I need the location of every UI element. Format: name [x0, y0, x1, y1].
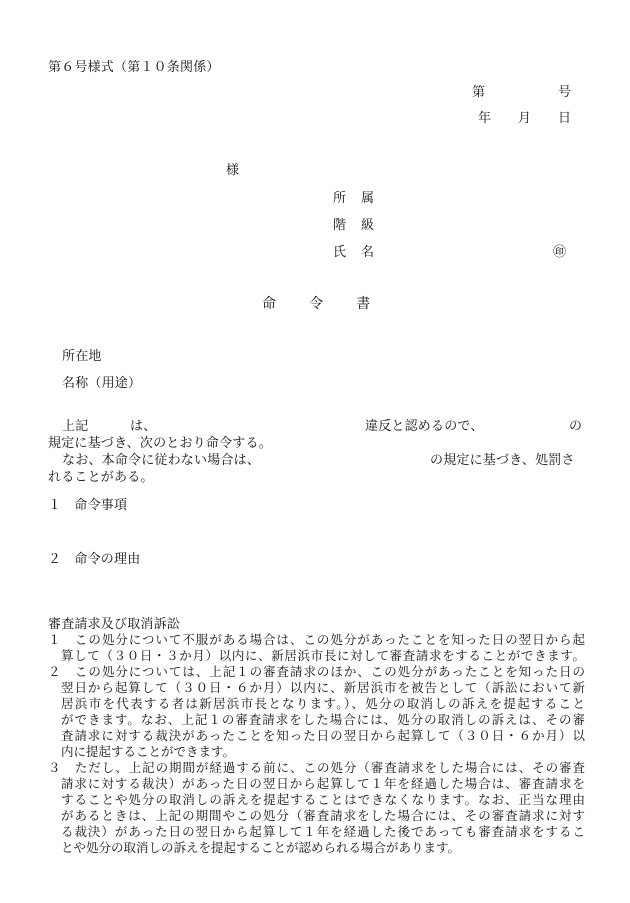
appeal-heading: 審査請求及び取消訴訟 — [48, 617, 181, 632]
appeal-item-2-line: 翌日から起算して（３０日・６か月）以内に、新居浜市を被告として（訴訟において新 — [61, 680, 585, 695]
appeal-item-2-line: ２ この処分については、上記１の審査請求のほか、この処分があったことを知った日の — [48, 664, 585, 679]
document-title: 命 令 書 — [262, 296, 372, 312]
body-line3-b: の規定に基づき、処罰さ — [430, 453, 575, 468]
appeal-item-3-line: とや処分の取消しの訴えを提起することが認められる場合があります。 — [61, 840, 461, 855]
appeal-item-3-line: る裁決）があった日の翌日から起算して１年を経過した後であっても審査請求をするこ — [61, 824, 585, 839]
appeal-item-3-line: ３ ただし、上記の期間が経過する前に、この処分（審査請求をした場合には、その審査 — [48, 760, 585, 775]
addressee-suffix: 様 — [226, 163, 240, 178]
issuer-rank-label: 階 級 — [333, 218, 376, 233]
appeal-item-2-line: 居浜市を代表する者は新居浜市長となります。）、処分の取消しの訴えを提起すること — [61, 696, 585, 711]
body-line4: れることがある。 — [48, 470, 154, 485]
section-reason-heading: ２ 命令の理由 — [48, 552, 141, 567]
body-line1-c: 違反と認めるので、 — [365, 419, 484, 434]
doc-number-suffix: 号 — [558, 85, 572, 100]
body-line1-a: 上記 — [62, 419, 89, 434]
body-line2: 規定に基づき、次のとおり命令する。 — [48, 436, 272, 451]
date-year: 年 — [478, 111, 492, 126]
appeal-item-2-line: ができます。なお、上記１の審査請求をした場合には、処分の取消しの訴えは、その審 — [61, 712, 585, 727]
appeal-item-3-line: 請求に対する裁決）があった日の翌日から起算して１年を経過した場合は、審査請求を — [61, 776, 585, 791]
date-day: 日 — [558, 111, 572, 126]
appeal-item-2-line: 査請求に対する裁決があったことを知った日の翌日から起算して（３０日・６か月）以 — [61, 728, 585, 743]
appeal-item-1-line: １ この処分について不服がある場合は、この処分があったことを知った日の翌日から起 — [48, 632, 585, 647]
section-order-heading: １ 命令事項 — [48, 498, 128, 513]
issuer-name-label: 氏 名 — [333, 245, 376, 260]
form-id: 第６号様式（第１０条関係） — [48, 60, 220, 75]
body-line1-d: の — [569, 419, 583, 434]
target-name-label: 名称（用途） — [62, 376, 142, 391]
body-line3-a: なお、本命令に従わない場合は、 — [62, 453, 261, 468]
doc-number-prefix: 第 — [472, 85, 486, 100]
appeal-item-2-line: 内に提起することができます。 — [61, 744, 236, 759]
date-month: 月 — [518, 111, 532, 126]
appeal-item-1-line: 算して（３０日・３か月）以内に、新居浜市長に対して審査請求をすることができます。 — [61, 648, 585, 663]
body-line1-b: は、 — [130, 419, 157, 434]
appeal-item-3-line: することや処分の取消しの訴えを提起することはできなくなります。なお、正当な理由 — [61, 792, 585, 807]
appeal-item-3-line: があるときは、上記の期間やこの処分（審査請求をした場合には、その審査請求に対す — [61, 808, 585, 823]
location-label: 所在地 — [62, 349, 102, 364]
seal-mark: ㊞ — [553, 245, 567, 260]
issuer-affiliation-label: 所 属 — [333, 191, 376, 206]
